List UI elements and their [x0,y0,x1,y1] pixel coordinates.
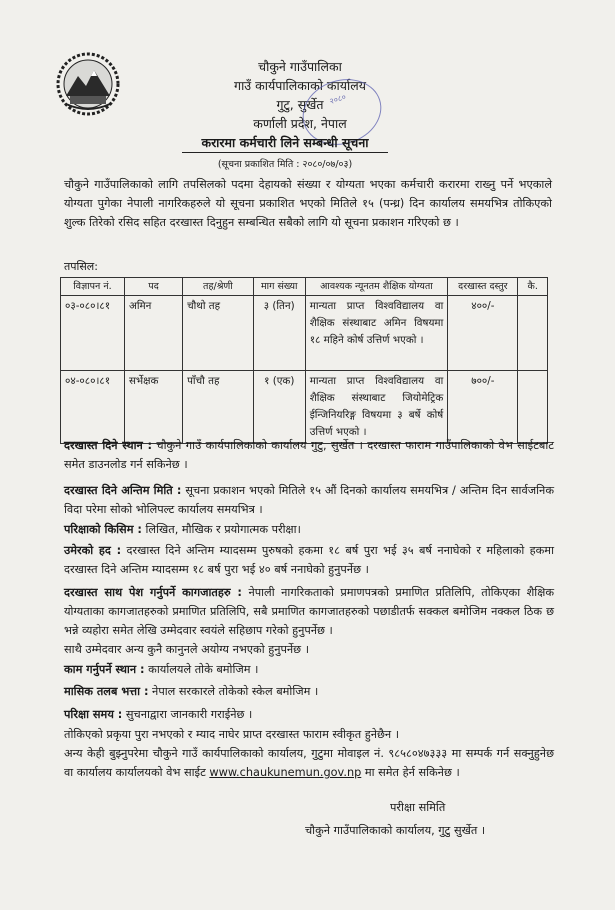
section-label: दरखास्त दिने अन्तिम मिति : [64,484,182,497]
section-eligibility [64,640,554,659]
municipality-name: चौकुने गाउँपालिका [258,59,342,74]
cell-adv-no: ०३-०८०।८१ [61,296,125,371]
cell-count: ३ (तिन) [253,296,305,371]
section-text: दरखास्त दिने अन्तिम म्यादसम्म पुरुषको हकमा १८ बर्ष पुरा भई ३५ बर्ष ननाघेको र महिलाको हकमा दरखास्त दिने अन्तिम म्यादसम्म १८ बर्ष पुरा भई ४० बर्ष ननाघेको हुनुपर्नेछ । [64,544,554,576]
province-name: कर्णाली प्रदेश, नेपाल [253,116,347,131]
cell-post: सर्भेक्षक [124,371,182,444]
col-qualification: आवश्यक न्यूनतम शैक्षिक योग्यता [305,278,448,296]
col-level: तह/श्रेणी [183,278,254,296]
section-label: उमेरको हद : [64,544,122,557]
signature-committee: परीक्षा समिति [390,801,446,814]
office-name: गाउँ कार्यपालिकाको कार्यालय [234,78,366,93]
cell-adv-no: ०४-०८०।८१ [61,371,125,444]
contact-text: अन्य केही बुझ्नुपरेमा चौकुने गाउँ कार्यपालिकाको कार्यालय, गुटुमा मोवाइल नं. ९८५८०४७३३३ मा सम्पर्क गर्न सक्नुहुनेछ वा कार्यालय कार्यालयको वेभ साईट [64,747,554,779]
section-label: दरखास्त दिने स्थान : [64,439,153,452]
cell-post: अमिन [124,296,182,371]
section-text: नेपाली नागरिकताको प्रमाणपत्रको प्रमाणित प्रतिलिपि, तोकिएका शैक्षिक योग्यताका कागजातहरुको प्रमाणित प्रतिलिपि, सबै प्रमाणित कागजातहरुको पछाडीतर्फ सक्कल बमोजिम नक्कल ठिक छ भन्ने व्यहोरा समेत लेखि उम्मेदवार स्वयंले सहिछाप गरेको हुनुपर्नेछ । [64,586,554,637]
table-header-row [61,278,548,296]
col-adv-no: विज्ञापन नं. [61,278,125,296]
section-salary [64,682,554,701]
website-link[interactable]: www.chaukunemun.gov.np [209,766,362,779]
signature-office: चौकुने गाउँपालिकाको कार्यालय, गुटु सुर्खेत । [305,824,486,837]
cell-level: पाँचौ तह [183,371,254,444]
section-rejection-note [64,725,554,744]
contact-text-end: मा समेत हेर्न सकिनेछ । [361,766,460,779]
cell-fee: ४००/- [448,296,518,371]
publish-date: (सूचना प्रकाशित मिति : २०८०/०७/०३) [217,159,353,170]
section-exam-type [64,520,554,539]
col-fee: दरखास्त दस्तुर [448,278,518,296]
table-row [61,296,548,371]
cell-remarks [518,371,548,444]
details-label: तपसिल: [64,260,98,273]
section-label: काम गर्नुपर्ने स्थान : [64,663,145,676]
cell-remarks [518,296,548,371]
section-label: मासिक तलब भत्ता : [64,685,149,698]
section-work-place [64,660,554,679]
section-label: दरखास्त साथ पेश गर्नुपर्ने कागजातहरु : [64,586,242,599]
section-text: सुचनाद्वारा जानकारी गराईनेछ । [122,708,253,721]
col-post: पद [124,278,182,296]
section-application-place [64,436,554,474]
stamp-year: २०८० [328,92,348,107]
col-count: माग संख्या [253,278,305,296]
office-location: गुटु, सुर्खेत [276,97,324,112]
section-text: नेपाल सरकारले तोकेको स्केल बमोजिम । [148,685,319,698]
col-remarks: कै. [518,278,548,296]
section-text: कार्यालयले तोके बमोजिम । [144,663,259,676]
notice-title: करारमा कर्मचारी लिने सम्बन्धी सूचना [201,135,369,150]
intro-paragraph: चौकुने गाउँपालिकाको लागि तपसिलको पदमा देहायको संख्या र योग्यता भएका कर्मचारी करारमा राख्नु पर्ने भएकाले योग्यता पुगेका नेपाली नागरिकहरुले यो सूचना प्रकाशित भएको मितिले १५ (पन्ध्र) दिन कार्यालय समयभित्र तोकिएको शुल्क तिरेको रसिद सहित दरखास्त दिनुहुन सम्बन्धित सबैको लागि यो सूचना प्रकाशन गरिएको छ । [64,178,552,229]
section-label: परिक्षाको किसिम : [64,523,142,536]
section-contact [64,744,554,782]
section-label: परिक्षा समय : [64,708,123,721]
table-row [61,371,548,444]
section-text: तोकिएको प्रकृया पुरा नभएको र म्याद नाघेर प्राप्त दरखास्त फाराम स्वीकृत हुनेछैन । [64,728,400,741]
section-text: साथै उम्मेदवार अन्य कुनै कानुनले अयोग्य नभएको हुनुपर्नेछ । [64,643,309,656]
cell-fee: ७००/- [448,371,518,444]
vacancy-table [60,277,548,444]
cell-count: १ (एक) [253,371,305,444]
cell-level: चौथो तह [183,296,254,371]
cell-qualification: मान्यता प्राप्त विश्वविद्यालय वा शैक्षिक संस्थाबाट जियोमेट्रिक ईन्जिनियरिङ्ग विषयमा ३ बर्षे कोर्ष उत्तिर्ण भएको । [305,371,448,444]
cell-qualification: मान्यता प्राप्त विश्वविद्यालय वा शैक्षिक संस्थाबाट अमिन विषयमा १८ महिने कोर्ष उत्तिर्ण भएको । [305,296,448,371]
title-underline [182,152,388,153]
section-text: चौकुने गाउँ कार्यपालिकाको कार्यालय गुटु, सुर्खेत । दरखास्त फाराम गाउँपालिकाको वेभ साईटबाट समेत डाउनलोड गर्न सकिनेछ । [64,439,554,471]
section-text: सूचना प्रकाशन भएको मितिले १५ औं दिनको कार्यालय समयभित्र / अन्तिम दिन सार्वजनिक विदा परेमा सोको भोलिपल्ट कार्यालय समयभित्र । [64,484,554,516]
section-text: लिखित, मौखिक र प्रयोगात्मक परीक्षा। [141,523,301,536]
section-documents [64,583,554,640]
section-deadline [64,481,554,519]
section-age-limit [64,541,554,579]
section-exam-time [64,705,554,724]
nepal-emblem-icon [56,52,120,116]
